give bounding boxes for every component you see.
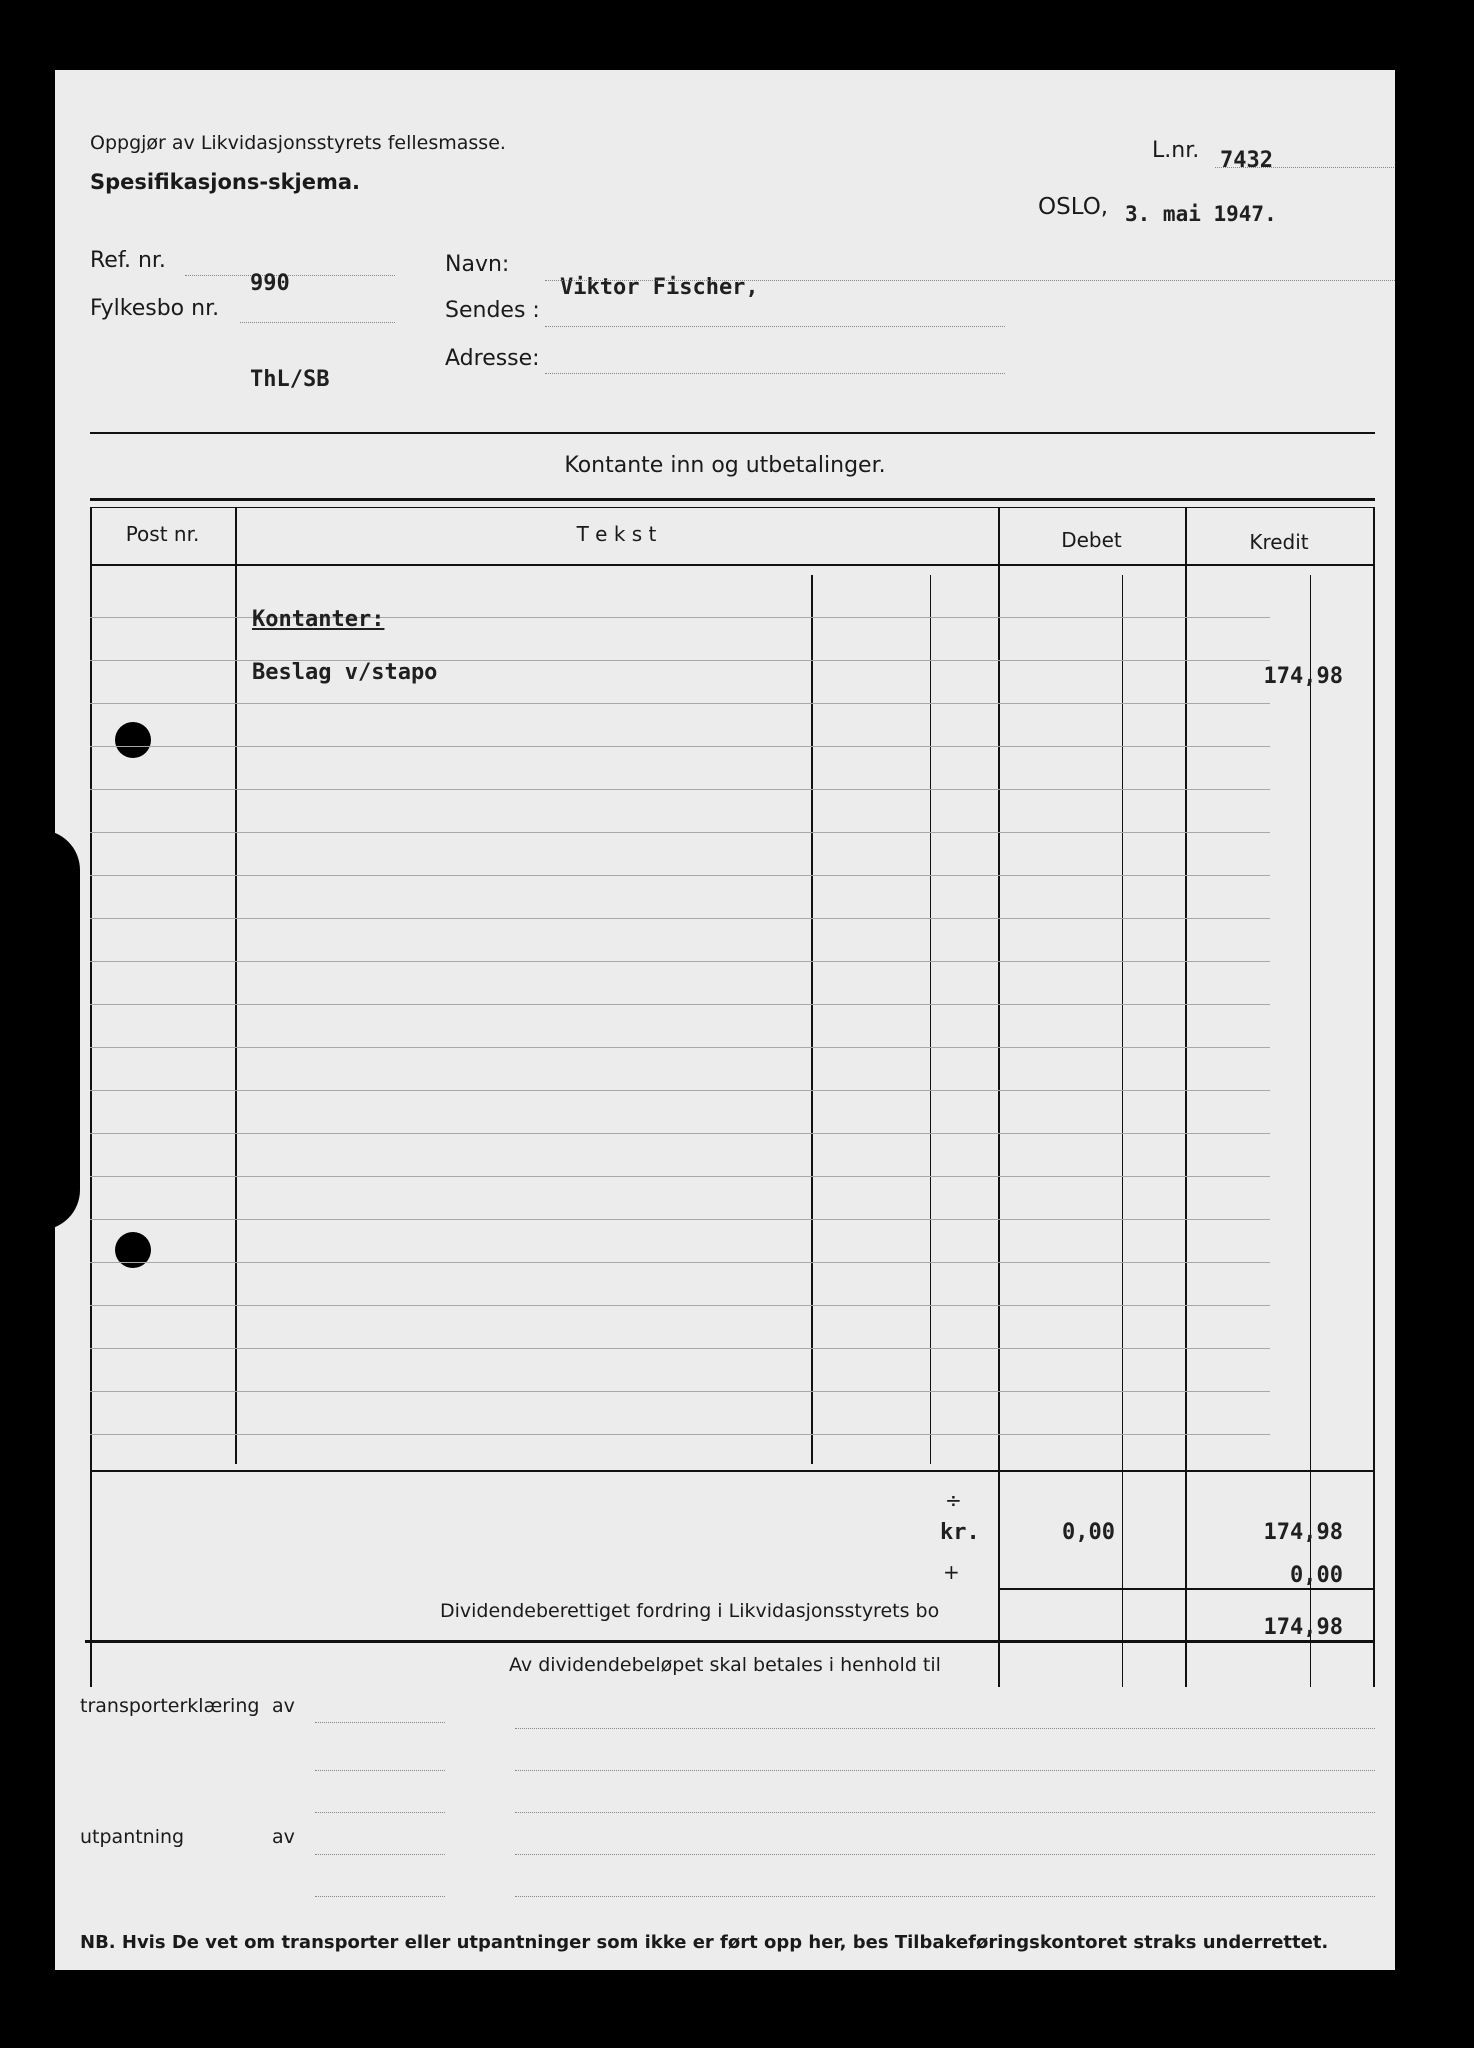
row-rule — [90, 789, 1270, 790]
adresse-line — [545, 373, 1005, 374]
row-rule — [90, 1262, 1270, 1263]
row-rule — [90, 1176, 1270, 1177]
row-rule — [90, 1305, 1270, 1306]
city-label: OSLO, — [1038, 194, 1109, 220]
tekst-col-divider — [811, 575, 813, 1464]
table-top-inner — [90, 507, 1375, 508]
ref-label: Ref. nr. — [90, 248, 166, 273]
section-rule — [90, 432, 1375, 434]
post-col-border — [235, 507, 237, 1464]
table-right — [1373, 507, 1375, 1687]
transport-av: av — [272, 1695, 295, 1717]
transport-label: transporterklæring — [80, 1695, 260, 1717]
kredit-total: 174,98 — [1263, 1520, 1343, 1545]
org-line: Oppgjør av Likvidasjonsstyrets fellesmasse. — [90, 132, 506, 154]
fylkesbo-line — [240, 322, 395, 323]
row-rule — [90, 1434, 1270, 1435]
entry-heading: Kontanter: — [252, 607, 385, 632]
utpant-line — [315, 1812, 445, 1813]
row-rule — [90, 875, 1270, 876]
sendes-line — [545, 326, 1005, 327]
second-kredit: 0,00 — [1290, 1563, 1343, 1588]
debet-col-border — [998, 507, 1000, 1687]
row-rule — [90, 1004, 1270, 1005]
adresse-label: Adresse: — [445, 346, 540, 371]
plus-sign: + — [943, 1560, 960, 1584]
row-rule — [90, 1090, 1270, 1091]
transport-line — [315, 1770, 445, 1771]
row-rule — [90, 1133, 1270, 1134]
row-rule — [90, 961, 1270, 962]
form-title: Spesifikasjons-skjema. — [90, 170, 361, 194]
tekst-col-divider-2 — [930, 575, 931, 1464]
entry-kredit: 174,98 — [1263, 664, 1343, 689]
debet-total: 0,00 — [1062, 1520, 1115, 1545]
subtotal-rule — [998, 1588, 1375, 1590]
row-rule — [90, 918, 1270, 919]
transport-line — [515, 1728, 1375, 1729]
totals-bottom — [85, 1640, 1375, 1643]
utpant-line — [315, 1896, 445, 1897]
row-rule — [90, 832, 1270, 833]
navn-line — [545, 280, 1395, 281]
utpant-label: utpantning — [80, 1826, 185, 1848]
entry-text: Beslag v/stapo — [252, 660, 438, 685]
transport-line — [315, 1722, 445, 1723]
lnr-label: L.nr. — [1152, 138, 1200, 163]
footer-note: NB. Hvis De vet om transporter eller utpantninger som ikke er ført opp her, bes Tilbakeføringskontoret straks underrettet. — [80, 1932, 1329, 1953]
row-rule — [90, 703, 1270, 704]
row-rule — [90, 1219, 1270, 1220]
ref-value: 990 — [250, 271, 290, 296]
table-top — [90, 498, 1375, 501]
ref-line — [185, 275, 395, 276]
row-rule — [90, 1348, 1270, 1349]
table-left — [90, 507, 92, 1687]
navn-value: Viktor Fischer, — [560, 275, 759, 300]
punch-hole — [115, 722, 151, 758]
date-value: 3. mai 1947. — [1125, 202, 1277, 226]
page-notch — [55, 830, 80, 1230]
dividend-value: 174,98 — [1263, 1615, 1343, 1640]
kredit-col-border — [1185, 507, 1187, 1687]
col-tekst-header: T e k s t — [576, 522, 657, 546]
payment-heading: Av dividendebeløpet skal betales i henhold til — [509, 1654, 941, 1676]
utpant-line — [515, 1812, 1375, 1813]
sendes-label: Sendes : — [445, 298, 540, 323]
section-title: Kontante inn og utbetalinger. — [564, 453, 886, 478]
col-debet-header: Debet — [1061, 528, 1122, 552]
lnr-value: 7432 — [1220, 148, 1273, 173]
utpant-line — [515, 1896, 1375, 1897]
utpant-line — [315, 1854, 445, 1855]
totals-top — [90, 1470, 1375, 1472]
utpant-av: av — [272, 1826, 295, 1848]
row-rule — [90, 746, 1270, 747]
row-rule — [90, 1391, 1270, 1392]
row-rule — [90, 1047, 1270, 1048]
lnr-line — [1215, 167, 1395, 168]
col-post-header: Post nr. — [125, 522, 200, 546]
form-sheet — [55, 70, 1395, 1970]
kr-label: kr. — [940, 1520, 980, 1545]
utpant-line — [515, 1854, 1375, 1855]
fylkesbo-label: Fylkesbo nr. — [90, 296, 220, 321]
navn-label: Navn: — [445, 252, 510, 277]
initials: ThL/SB — [250, 367, 330, 392]
debet-ore-divider — [1122, 575, 1123, 1687]
col-kredit-header: Kredit — [1249, 530, 1309, 554]
header-bottom — [90, 564, 1375, 566]
transport-line — [515, 1770, 1375, 1771]
dividend-label: Dividendeberettiget fordring i Likvidasjonsstyrets bo — [440, 1600, 940, 1622]
minus-sign: ÷ — [945, 1488, 962, 1512]
